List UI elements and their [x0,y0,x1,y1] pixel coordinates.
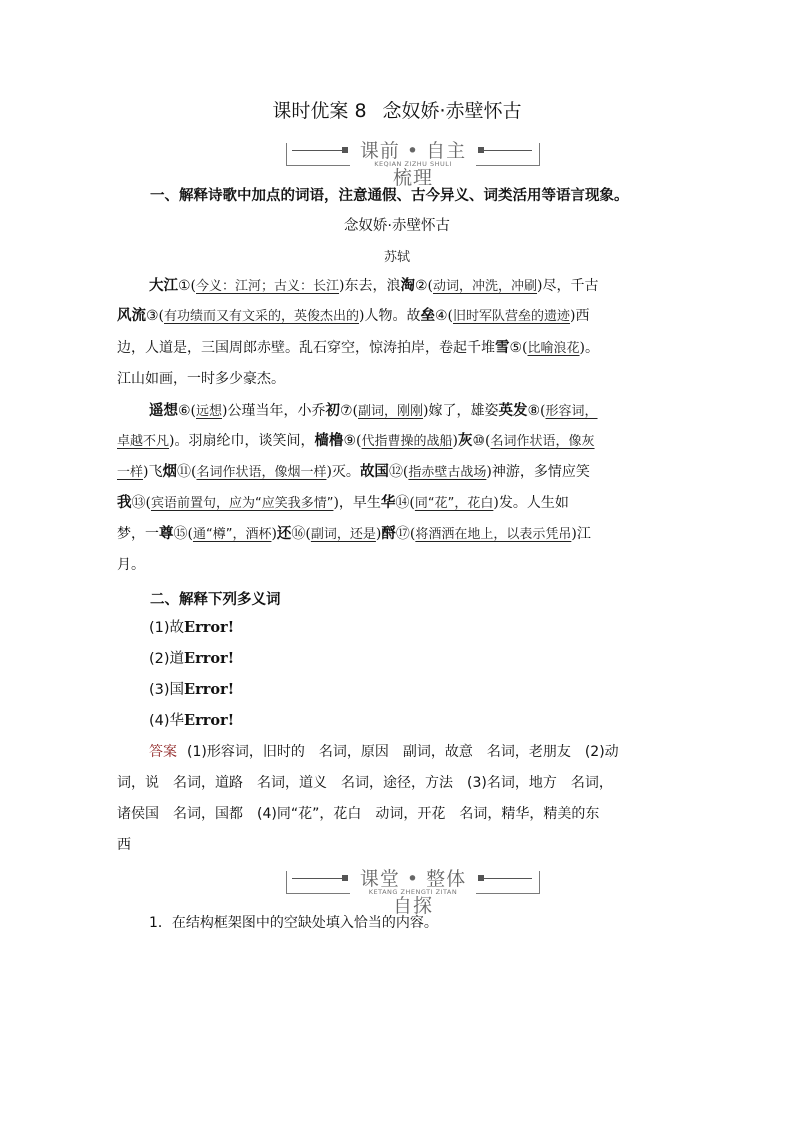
annotation: 旧时军队营垒的遗迹 [453,309,571,324]
poem-text: 月。 [117,557,145,573]
poem-text: )飞 [143,464,163,480]
poem-text: ⑩( [472,433,491,449]
poem-line [117,493,687,514]
answer-line: 答案 (1)形容词，旧时的 名词，原因 副词，故意 名词，老朋友 (2)动 [149,744,619,760]
poem-line [117,431,687,452]
poem-text: ⑤( [509,340,528,356]
poem-text: 江山如画，一时多少豪杰。 [117,371,285,387]
dotted-word: 我 [117,495,132,511]
banner-subtitle: KEQIAN ZIZHU SHULI [374,160,452,168]
poem-line [117,555,687,575]
annotation: 指赤壁古战场 [408,465,487,480]
poem-text: 边，人道是，三国周郎赤壁。乱石穿空，惊涛拍岸，卷起千堆 [117,340,495,356]
annotation: 卓越不凡 [117,434,170,449]
poem-text: ⑨( [343,433,362,449]
poem-text: ⑰( [395,526,416,542]
question-1: 1．在结构框架图中的空缺处填入恰当的内容。 [149,915,438,931]
poem-line [117,338,687,359]
annotation: 通“樽”，酒杯 [192,527,272,542]
polysemy-item: (4)华Error! [149,712,235,729]
poem-line [117,462,687,483]
annotation: 远想 [196,404,223,419]
banner-title: 课前 • 自主梳理 [350,136,476,190]
poem-text: ⑧( [527,403,546,419]
poem-text: ②( [415,278,434,294]
poem-text: )神游，多情应笑 [486,464,590,480]
annotation: 名词作状语，像烟一样 [196,465,327,480]
poem-text: 梦，一 [117,526,159,542]
poem-text: ①( [178,278,197,294]
answer-line: 词，说 名词，道路 名词，道义 名词，途径，方法 (3)名词，地方 名词， [117,775,613,791]
poem-text: ③( [146,308,165,324]
dotted-word: 故国 [359,464,389,480]
polysemy-item: (3)国Error! [149,681,235,698]
dotted-word: 还 [276,526,292,542]
poem-text: )灭。 [326,464,360,480]
dotted-word: 大江 [149,278,178,294]
dotted-word: 风流 [117,308,146,324]
section-banner-ketang [286,866,540,917]
poem-line [149,401,719,422]
poem-line [117,306,687,327]
dotted-word: 尊 [159,526,174,542]
dotted-word: 雪 [495,340,510,356]
poem-title: 念奴娇·赤壁怀古 [343,218,451,234]
poem-text: ⑫( [388,464,409,480]
annotation: 名词作状语，像灰 [490,434,595,449]
section1-heading: 一、解释诗歌中加点的词语，注意通假、古今异义、词类活用等语言现象。 [150,188,629,204]
poem-text: )。羽扇纶巾，谈笑间， [169,433,315,449]
poem-text: )尽，千古 [537,278,599,294]
poem-text: ⑬( [131,495,151,511]
poem-text: )人物。故 [359,308,421,324]
poem-text: )嫁了，雄姿 [423,403,499,419]
poem-author: 苏轼 [383,250,410,265]
poem-text: )公瑾当年，小乔 [222,403,326,419]
title-poem: 念奴娇·赤壁怀古 [382,100,522,122]
poem-text: ⑯( [291,526,311,542]
annotation: 宾语前置句，应为“应笑我多情” [150,496,334,511]
section2-heading: 二、解释下列多义词 [150,592,281,608]
dotted-word: 淘 [400,278,415,294]
annotation: 一样 [117,465,144,480]
poem-text: ⑥( [178,403,197,419]
poem-line [117,524,687,545]
dotted-word: 垒 [420,308,435,324]
annotation: 副词，还是 [310,527,376,542]
poem-line [117,369,687,389]
poem-text: ⑭( [395,495,415,511]
dotted-word: 华 [380,495,396,511]
dotted-word: 遥想 [149,403,178,419]
dotted-word: 初 [325,403,340,419]
annotation: 副词，刚刚 [358,404,424,419]
poem-text: ⑮( [173,526,193,542]
lesson-number: 8 [354,100,367,122]
poem-line [149,276,719,297]
poem-text: ④( [435,308,454,324]
answer-line: 诸侯国 名词，国都 (4)同“花”，花白 动词，开花 名词，精华，精美的东 [117,806,600,822]
annotation: 形容词， [545,404,598,419]
poem-text: )。 [579,340,599,356]
poem-text: )江 [571,526,591,542]
dotted-word: 酹 [381,526,396,542]
poem-text: ⑪( [176,464,197,480]
annotation: 代指曹操的战船 [361,434,453,449]
dotted-word: 烟 [162,464,177,480]
page-title [0,96,794,123]
annotation: 今义：江河；古义：长江 [196,279,340,294]
poem-text: ⑦( [340,403,359,419]
dotted-word: 英发 [498,403,528,419]
banner-title: 课堂 • 整体自探 [350,864,476,918]
annotation: 动词，冲洗，冲刷 [433,279,538,294]
annotation: 将酒洒在地上，以表示凭吊 [415,527,572,542]
title-text: 课时优案 [272,100,349,122]
annotation: 比喻浪花 [527,341,580,356]
dotted-word: 樯橹 [314,433,344,449]
poem-text: ) [271,526,277,542]
poem-text: )，早生 [333,495,381,511]
poem-text: ) [375,526,382,542]
poem-text: ) [452,433,458,449]
poem-text: )发。人生如 [493,495,569,511]
banner-subtitle: KETANG ZHENGTI ZITAN [368,888,458,896]
polysemy-item: (2)道Error! [149,650,235,667]
annotation: 有功绩而又有文采的，英俊杰出的 [164,309,360,324]
answer-line: 西 [117,837,131,853]
answer-label: 答案 [149,744,177,760]
polysemy-item: (1)故Error! [149,619,235,636]
annotation: 同“花”，花白 [414,496,494,511]
section-banner-keqian [286,138,540,189]
poem-text: )西 [570,308,590,324]
poem-text: )东去，浪 [339,278,401,294]
dotted-word: 灰 [457,433,473,449]
